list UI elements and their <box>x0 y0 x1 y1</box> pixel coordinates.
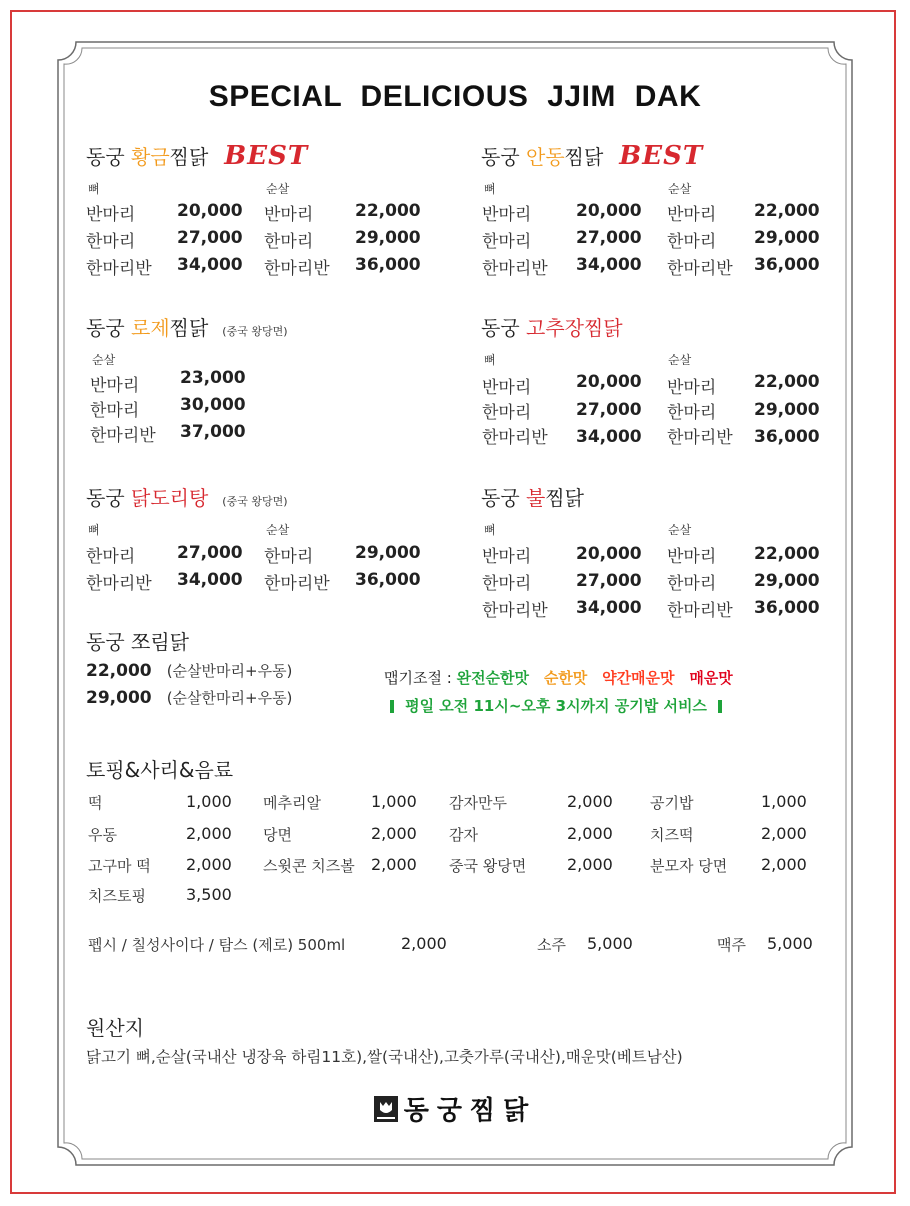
topping-price: 1,000 <box>371 792 417 811</box>
price: 34,000 <box>576 427 642 447</box>
price: 34,000 <box>576 598 642 618</box>
size-label: 한마리반 <box>482 601 548 621</box>
menu-name: 로제 <box>131 316 170 340</box>
brand-prefix: 동궁 <box>86 145 125 169</box>
lunch-service-notice <box>390 695 722 716</box>
brand-prefix: 동궁 <box>481 486 520 510</box>
size-label: 한마리 <box>667 574 717 594</box>
size-label: 한마리 <box>482 574 532 594</box>
menu-title-hwanggeum <box>86 141 308 171</box>
brand-name: 동궁찜닭 <box>403 1096 537 1126</box>
topping-price: 1,000 <box>186 792 232 811</box>
topping-price: 2,000 <box>761 824 807 843</box>
price: 37,000 <box>180 422 246 442</box>
price: 22,000 <box>86 661 152 681</box>
size-label: 한마리 <box>264 232 314 252</box>
spice-label: 맵기조절 : <box>384 669 452 687</box>
bone-label: 뼈 <box>88 182 100 196</box>
topping-name: 중국 왕당면 <box>449 857 527 875</box>
topping-price: 2,000 <box>371 855 417 874</box>
menu-suffix: 찜닭 <box>169 145 209 169</box>
size-label: 한마리 <box>482 403 532 423</box>
topping-name: 우동 <box>88 826 117 844</box>
price: 22,000 <box>355 201 421 221</box>
size-label: 한마리반 <box>667 601 733 621</box>
size-label: 반마리 <box>482 378 532 398</box>
service-text: 평일 오전 11시~오후 3시까지 공기밥 서비스 <box>405 697 707 715</box>
drink-beer-name: 맥주 <box>717 936 746 954</box>
size-label: 한마리반 <box>482 428 548 448</box>
topping-name: 공기밥 <box>650 794 694 812</box>
spice-level-row <box>384 667 733 688</box>
size-label: 한마리반 <box>667 259 733 279</box>
topping-price: 2,000 <box>567 855 613 874</box>
price: 27,000 <box>177 228 243 248</box>
bar-right-icon <box>718 700 722 713</box>
price: 20,000 <box>576 201 642 221</box>
topping-price: 2,000 <box>761 855 807 874</box>
price: 36,000 <box>754 598 820 618</box>
price: 36,000 <box>355 255 421 275</box>
brand-prefix: 동궁 <box>481 145 520 169</box>
spice-level-mild: 순한맛 <box>543 669 588 687</box>
brand-prefix: 동궁 <box>86 316 125 340</box>
topping-price: 2,000 <box>186 824 232 843</box>
size-label: 한마리 <box>86 547 136 567</box>
menu-note: (중국 왕당면) <box>222 495 288 508</box>
size-label: 한마리 <box>482 232 532 252</box>
topping-price: 2,000 <box>567 792 613 811</box>
price: 20,000 <box>576 544 642 564</box>
size-label: 반마리 <box>264 205 314 225</box>
size-label: 반마리 <box>667 378 717 398</box>
drink-soda-name: 펩시 / 칠성사이다 / 탐스 (제로) 500ml <box>88 936 346 954</box>
price: 22,000 <box>754 544 820 564</box>
size-label: 한마리반 <box>86 574 152 594</box>
topping-name: 메추리알 <box>263 794 321 812</box>
topping-price: 1,000 <box>761 792 807 811</box>
item-desc: (순살한마리+우동) <box>166 689 293 707</box>
boneless-label: 순살 <box>668 523 692 537</box>
price: 36,000 <box>754 427 820 447</box>
size-label: 한마리반 <box>90 426 156 446</box>
topping-name: 분모자 당면 <box>650 857 728 875</box>
menu-suffix: 찜닭 <box>169 316 209 340</box>
price: 20,000 <box>576 372 642 392</box>
size-label: 반마리 <box>482 205 532 225</box>
bar-left-icon <box>390 700 394 713</box>
price: 22,000 <box>754 372 820 392</box>
boneless-label: 순살 <box>266 523 290 537</box>
price: 27,000 <box>576 400 642 420</box>
size-label: 한마리 <box>667 232 717 252</box>
spice-level-mildest: 완전순한맛 <box>456 669 530 687</box>
price: 27,000 <box>177 543 243 563</box>
brand-prefix: 동궁 <box>481 316 520 340</box>
brand-prefix: 동궁 <box>86 486 125 510</box>
price: 36,000 <box>355 570 421 590</box>
price: 36,000 <box>754 255 820 275</box>
boneless-label: 순살 <box>92 353 116 367</box>
topping-name: 떡 <box>88 794 103 812</box>
menu-title-gochujang <box>481 312 623 341</box>
topping-name: 고구마 떡 <box>88 857 151 875</box>
drink-beer-price: 5,000 <box>767 934 813 953</box>
best-badge: BEST <box>619 141 704 171</box>
menu-name: 닭도리탕 <box>131 486 209 510</box>
menu-name: 불 <box>526 486 546 510</box>
size-label: 한마리반 <box>667 428 733 448</box>
price: 23,000 <box>180 368 246 388</box>
menu-title-bul <box>481 482 584 511</box>
size-label: 한마리반 <box>264 259 330 279</box>
menu-name: 안동 <box>526 145 565 169</box>
price: 29,000 <box>754 400 820 420</box>
jjorim-item <box>86 687 292 708</box>
price: 30,000 <box>180 395 246 415</box>
price: 29,000 <box>355 543 421 563</box>
size-label: 반마리 <box>667 547 717 567</box>
topping-name: 치즈떡 <box>650 826 694 844</box>
drink-soju-name: 소주 <box>537 936 566 954</box>
topping-name: 감자 <box>449 826 478 844</box>
item-desc: (순살반마리+우동) <box>166 662 293 680</box>
price: 34,000 <box>576 255 642 275</box>
boneless-label: 순살 <box>266 182 290 196</box>
price: 34,000 <box>177 570 243 590</box>
bone-label: 뼈 <box>88 523 100 537</box>
price: 27,000 <box>576 228 642 248</box>
menu-title-andong <box>481 141 703 171</box>
size-label: 반마리 <box>667 205 717 225</box>
page-title: SPECIAL DELICIOUS JJIM DAK <box>208 80 702 113</box>
boneless-label: 순살 <box>668 182 692 196</box>
size-label: 반마리 <box>86 205 136 225</box>
topping-price: 3,500 <box>186 885 232 904</box>
price: 29,000 <box>86 688 152 708</box>
price: 20,000 <box>177 201 243 221</box>
price: 29,000 <box>754 571 820 591</box>
size-label: 한마리반 <box>86 259 152 279</box>
price: 29,000 <box>754 228 820 248</box>
menu-suffix: 찜닭 <box>545 486 584 510</box>
origin-text: 닭고기 뼈,순살(국내산 냉장육 하림11호),쌀(국내산),고춧가루(국내산),매운맛(베트남산) <box>86 1048 683 1066</box>
menu-suffix: 찜닭 <box>564 145 604 169</box>
menu-title-dakdoritang <box>86 482 288 511</box>
jjorim-item <box>86 660 292 681</box>
menu-note: (중국 왕당면) <box>222 325 288 338</box>
size-label: 한마리 <box>667 403 717 423</box>
menu-name: 황금 <box>131 145 170 169</box>
drink-soju-price: 5,000 <box>587 934 633 953</box>
menu-name: 고추장찜닭 <box>526 316 623 340</box>
menu-title-rose <box>86 312 288 341</box>
spice-level-medium: 약간매운맛 <box>602 669 675 687</box>
toppings-title: 토핑&사리&음료 <box>86 758 234 782</box>
bone-label: 뼈 <box>484 353 496 367</box>
size-label: 한마리반 <box>264 574 330 594</box>
size-label: 한마리반 <box>482 259 548 279</box>
topping-name: 당면 <box>263 826 292 844</box>
size-label: 반마리 <box>482 547 532 567</box>
topping-price: 2,000 <box>371 824 417 843</box>
origin-title: 원산지 <box>86 1016 144 1040</box>
size-label: 한마리 <box>90 401 140 421</box>
size-label: 반마리 <box>90 376 140 396</box>
bone-label: 뼈 <box>484 182 496 196</box>
price: 27,000 <box>576 571 642 591</box>
price: 34,000 <box>177 255 243 275</box>
topping-price: 2,000 <box>186 855 232 874</box>
spice-level-hot: 매운맛 <box>689 669 733 687</box>
menu-title-jjorim: 동궁 쪼림닭 <box>86 630 189 654</box>
boneless-label: 순살 <box>668 353 692 367</box>
bone-label: 뼈 <box>484 523 496 537</box>
chicken-logo-icon <box>374 1096 398 1122</box>
size-label: 한마리 <box>86 232 136 252</box>
size-label: 한마리 <box>264 547 314 567</box>
drink-soda-price: 2,000 <box>401 934 447 953</box>
brand-logo <box>0 1090 910 1127</box>
topping-name: 치즈토핑 <box>88 887 146 905</box>
price: 29,000 <box>355 228 421 248</box>
price: 22,000 <box>754 201 820 221</box>
topping-name: 감자만두 <box>449 794 507 812</box>
best-badge: BEST <box>224 141 309 171</box>
topping-price: 2,000 <box>567 824 613 843</box>
topping-name: 스윗콘 치즈볼 <box>263 857 355 875</box>
